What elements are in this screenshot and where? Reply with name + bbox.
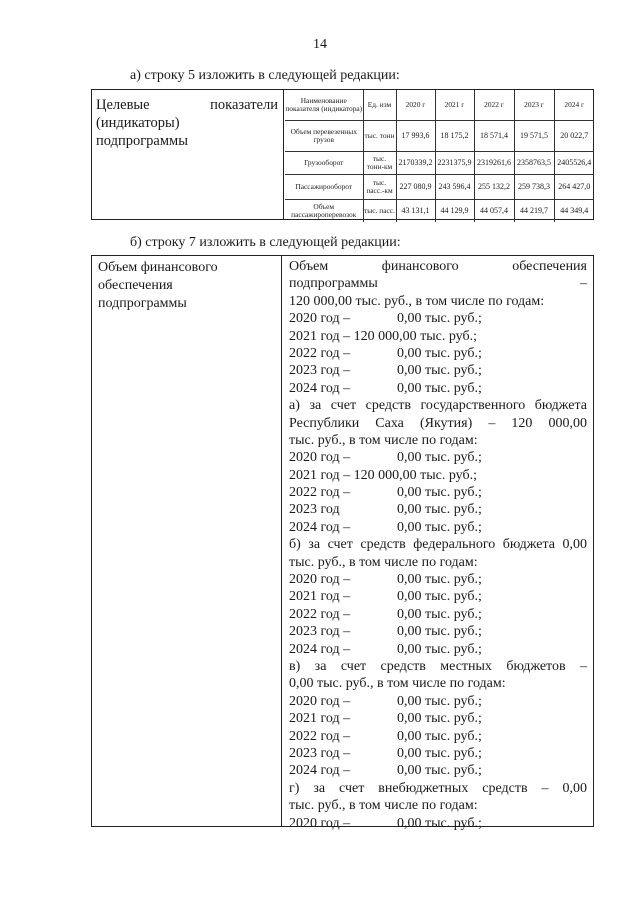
header-cell: 2023 г	[514, 90, 554, 121]
funding-year: 2024 год –	[289, 763, 351, 779]
funding-year: 2024 год –	[289, 641, 351, 657]
heading-row-5: а) строку 5 изложить в следующей редакции:	[130, 68, 400, 83]
indicators-label-line: подпрограммы	[96, 133, 188, 149]
value-cell: 2358763,5	[514, 152, 554, 175]
funding-line: в) за счет средств местных бюджетов –	[289, 658, 587, 674]
funding-year: 2023 год –	[289, 624, 351, 640]
funding-line: Республики Саха (Якутия) – 120 000,00	[289, 415, 587, 431]
funding-line: тыс. руб., в том числе по годам:	[289, 554, 478, 570]
value-cell: 2405526,4	[554, 152, 594, 175]
funding-line: 2021 год – 120 000,00 тыс. руб.;	[289, 467, 477, 483]
funding-line	[289, 449, 587, 466]
funding-year: 2024 год –	[289, 519, 351, 535]
table-row	[285, 121, 594, 152]
funding-line: 0,00 тыс. руб., в том числе по годам:	[289, 676, 506, 692]
funding-line: Объем финансового обеспечения	[289, 259, 587, 274]
table-row	[285, 200, 594, 223]
funding-line: 2021 год – 120 000,00 тыс. руб.;	[289, 328, 477, 344]
value-cell: 44 057,4	[474, 200, 514, 223]
indicators-label-line: (индикаторы)	[96, 115, 180, 131]
funding-amount: 0,00 тыс. руб.;	[397, 363, 482, 379]
funding-amount: 0,00 тыс. руб.;	[397, 502, 482, 518]
header-cell: 2022 г	[474, 90, 514, 121]
funding-table	[91, 255, 594, 831]
funding-amount: 0,00 тыс. руб.;	[397, 641, 482, 657]
funding-amount: 0,00 тыс. руб.;	[397, 693, 482, 709]
value-cell: 17 993,6	[396, 121, 435, 152]
funding-label-line: подпрограммы	[98, 296, 187, 311]
funding-amount: 0,00 тыс. руб.;	[397, 311, 482, 327]
funding-year: 2020 год –	[289, 572, 351, 588]
value-cell: 255 132,2	[474, 175, 514, 200]
funding-line	[289, 745, 587, 762]
funding-line	[289, 571, 587, 588]
value-cell: 243 596,4	[435, 175, 474, 200]
funding-amount: 0,00 тыс. руб.;	[397, 606, 482, 622]
funding-line: 120 000,00 тыс. руб., в том числе по годам:	[289, 293, 545, 309]
funding-year: 2020 год –	[289, 450, 351, 466]
funding-amount: 0,00 тыс. руб.;	[397, 450, 482, 466]
funding-line: подпрограммы –	[289, 276, 587, 292]
header-cell: Ед. изм	[363, 90, 396, 121]
value-cell: 44 219,7	[514, 200, 554, 223]
funding-amount: 0,00 тыс. руб.;	[397, 519, 482, 535]
funding-label-line: обеспечения	[98, 278, 173, 293]
value-cell: 20 022,7	[554, 121, 594, 152]
funding-year: 2022 год –	[289, 345, 351, 361]
funding-amount: 0,00 тыс. руб.;	[397, 380, 482, 396]
funding-line	[289, 710, 587, 727]
funding-year: 2023 год –	[289, 745, 351, 761]
funding-line	[289, 606, 587, 623]
funding-year: 2022 год –	[289, 485, 351, 501]
unit-cell: тыс. пасс.	[363, 200, 396, 223]
unit-cell: тыс. пасс.-км	[363, 175, 396, 200]
value-cell: 44 129,9	[435, 200, 474, 223]
indicator-name-cell: Объем перевезенных грузов	[285, 121, 363, 152]
funding-line: б) за счет средств федерального бюджета 0,00	[289, 537, 587, 553]
funding-year: 2020 год –	[289, 693, 351, 709]
value-cell: 18 571,4	[474, 121, 514, 152]
value-cell: 2231375,9	[435, 152, 474, 175]
funding-year: 2021 год –	[289, 589, 351, 605]
funding-line	[289, 641, 587, 658]
header-cell: 2020 г	[396, 90, 435, 121]
indicator-name-cell: Пассажирооборот	[285, 175, 363, 200]
funding-amount: 0,00 тыс. руб.;	[397, 345, 482, 361]
funding-amount: 0,00 тыс. руб.;	[397, 728, 482, 744]
funding-year: 2020 год –	[289, 815, 351, 831]
funding-line: г) за счет внебюджетных средств – 0,00	[289, 780, 587, 796]
indicators-inner-table	[285, 90, 594, 222]
funding-line	[289, 362, 587, 379]
funding-year: 2022 год –	[289, 728, 351, 744]
value-cell: 2319261,6	[474, 152, 514, 175]
value-cell: 264 427,0	[554, 175, 594, 200]
funding-line	[289, 693, 587, 710]
funding-line	[289, 345, 587, 362]
funding-line	[289, 519, 587, 536]
table-row	[285, 152, 594, 175]
page-number: 14	[313, 37, 327, 52]
table-row	[285, 175, 594, 200]
funding-year: 2020 год –	[289, 311, 351, 327]
funding-year: 2023 год –	[289, 363, 351, 379]
indicators-label-line: Целевые показатели	[96, 97, 278, 113]
header-cell: 2024 г	[554, 90, 594, 121]
funding-line	[289, 815, 587, 832]
value-cell: 227 080,9	[396, 175, 435, 200]
funding-line: тыс. руб., в том числе по годам:	[289, 432, 478, 448]
funding-amount: 0,00 тыс. руб.;	[397, 485, 482, 501]
funding-amount: 0,00 тыс. руб.;	[397, 624, 482, 640]
header-cell: 2021 г	[435, 90, 474, 121]
funding-details-cell	[283, 256, 593, 832]
value-cell: 259 738,3	[514, 175, 554, 200]
funding-line	[289, 310, 587, 327]
value-cell: 18 175,2	[435, 121, 474, 152]
funding-line	[289, 501, 587, 518]
funding-amount: 0,00 тыс. руб.;	[397, 572, 482, 588]
funding-amount: 0,00 тыс. руб.;	[397, 763, 482, 779]
heading-row-7: б) строку 7 изложить в следующей редакции:	[130, 235, 401, 250]
indicator-name-cell: Объем пассажироперевозок	[285, 200, 363, 223]
target-indicators-table	[91, 89, 594, 220]
indicator-name-cell: Грузооборот	[285, 152, 363, 175]
unit-cell: тыс. тонн	[363, 121, 396, 152]
funding-year: 2022 год –	[289, 606, 351, 622]
funding-amount: 0,00 тыс. руб.;	[397, 589, 482, 605]
funding-line: тыс. руб., в том числе по годам:	[289, 798, 478, 814]
funding-line	[289, 380, 587, 397]
value-cell: 19 571,5	[514, 121, 554, 152]
value-cell: 44 349,4	[554, 200, 594, 223]
funding-line	[289, 728, 587, 745]
funding-line	[289, 484, 587, 501]
unit-cell: тыс. тонн-км	[363, 152, 396, 175]
funding-amount: 0,00 тыс. руб.;	[397, 711, 482, 727]
funding-line	[289, 762, 587, 779]
indicators-header-row	[285, 90, 594, 121]
funding-line	[289, 623, 587, 640]
funding-label-cell	[92, 256, 282, 826]
funding-amount: 0,00 тыс. руб.;	[397, 745, 482, 761]
indicators-label-cell	[92, 90, 284, 219]
funding-label-line: Объем финансового	[98, 260, 218, 275]
value-cell: 2170339,2	[396, 152, 435, 175]
value-cell: 43 131,1	[396, 200, 435, 223]
funding-line: а) за счет средств государственного бюджета	[289, 398, 587, 414]
funding-year: 2024 год –	[289, 380, 351, 396]
header-cell: Наименование показателя (индикатора)	[285, 90, 363, 121]
funding-year: 2021 год –	[289, 711, 351, 727]
funding-amount: 0,00 тыс. руб.;	[397, 815, 482, 831]
funding-line	[289, 588, 587, 605]
funding-year: 2023 год	[289, 502, 340, 518]
